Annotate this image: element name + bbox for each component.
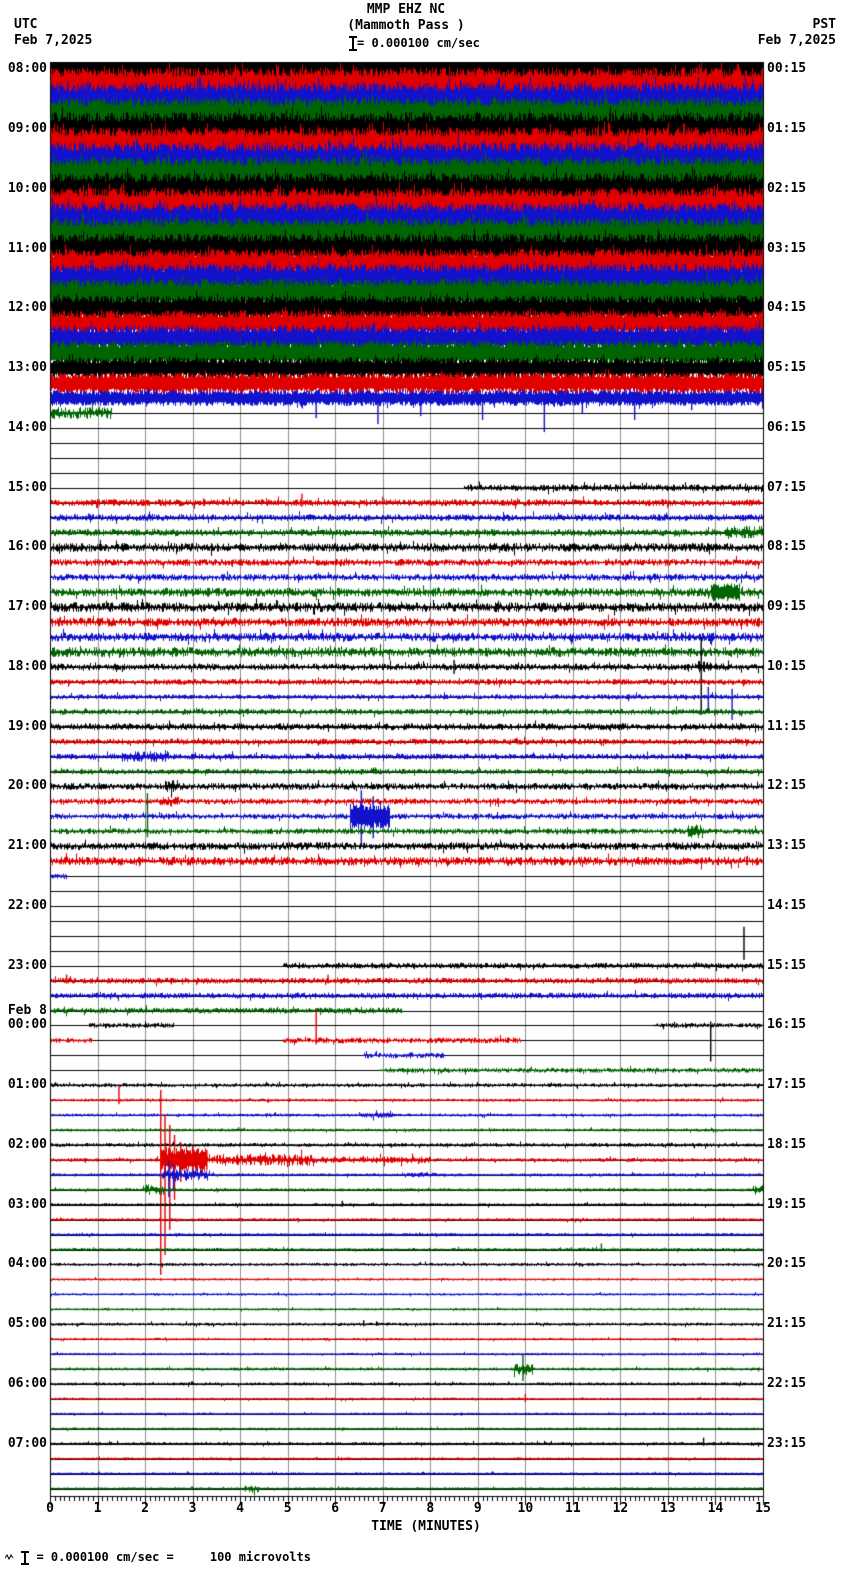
- pst-hour-label: 02:15: [767, 180, 807, 196]
- x-tick-label: 0: [46, 1501, 54, 1516]
- pst-hour-label: 18:15: [767, 1136, 807, 1152]
- page-subtitle: (Mammoth Pass ): [347, 18, 465, 33]
- footer-scale-bar-icon: [21, 1551, 29, 1565]
- scale-label: = 0.000100 cm/sec: [357, 36, 480, 50]
- x-tick-label: 9: [473, 1501, 482, 1516]
- pst-date: Feb 7,2025: [757, 33, 836, 48]
- utc-hour-label: 19:00: [7, 718, 47, 734]
- utc-hour-label: 03:00: [7, 1196, 47, 1212]
- pst-hour-label: 10:15: [767, 658, 807, 674]
- utc-hour-label: 00:00: [7, 1017, 47, 1033]
- utc-hour-label: 10:00: [7, 180, 47, 196]
- utc-hour-label: 16:00: [7, 539, 47, 555]
- pst-hour-label: 21:15: [767, 1316, 807, 1332]
- pst-hour-label: 11:15: [767, 718, 807, 734]
- utc-hour-label: 11:00: [7, 240, 47, 256]
- pst-hour-label: 17:15: [767, 1077, 807, 1093]
- amplitude-scale: [349, 36, 480, 51]
- utc-hour-label: 06:00: [7, 1375, 47, 1391]
- footer-scale-note: [5, 1550, 311, 1565]
- utc-hour-label: 15:00: [7, 479, 47, 495]
- utc-hour-label: 09:00: [7, 121, 47, 137]
- scale-bar-icon: [349, 36, 357, 51]
- utc-hour-label: 17:00: [7, 599, 47, 615]
- pst-hour-label: 22:15: [767, 1375, 807, 1391]
- utc-hour-label: 01:00: [7, 1077, 47, 1093]
- x-axis-title: TIME (MINUTES): [371, 1519, 481, 1534]
- utc-label: UTC: [14, 17, 38, 32]
- x-tick-label: 4: [236, 1501, 245, 1516]
- utc-hour-label: 22:00: [7, 897, 47, 913]
- pst-hour-label: 15:15: [767, 957, 807, 973]
- utc-hour-label: 08:00: [7, 61, 47, 77]
- utc-hour-label: 12:00: [7, 300, 47, 316]
- pst-hour-label: 04:15: [767, 300, 807, 316]
- pst-hour-label: 03:15: [767, 240, 807, 256]
- x-tick-label: 6: [331, 1501, 340, 1516]
- utc-hour-label: 23:00: [7, 957, 47, 973]
- utc-hour-label: 18:00: [7, 658, 47, 674]
- x-tick-label: 7: [378, 1501, 387, 1516]
- page-title: MMP EHZ NC: [366, 2, 446, 17]
- utc-hour-label: 21:00: [7, 838, 47, 854]
- x-tick-label: 3: [188, 1501, 197, 1516]
- utc-hour-label: 04:00: [7, 1256, 47, 1272]
- pst-hour-label: 20:15: [767, 1256, 807, 1272]
- pst-hour-label: 13:15: [767, 838, 807, 854]
- pst-hour-label: 08:15: [767, 539, 807, 555]
- pst-hour-label: 12:15: [767, 778, 807, 794]
- x-tick-label: 14: [707, 1501, 724, 1516]
- x-tick-label: 11: [565, 1501, 581, 1516]
- pst-hour-label: 01:15: [767, 121, 807, 137]
- utc-hour-label: 07:00: [7, 1435, 47, 1451]
- utc-hour-label: 20:00: [7, 778, 47, 794]
- pst-hour-label: 19:15: [767, 1196, 807, 1212]
- x-tick-label: 2: [141, 1501, 149, 1516]
- pst-hour-label: 16:15: [767, 1017, 807, 1033]
- utc-date-label: Feb 8: [7, 1003, 47, 1019]
- footer-wiggle-icon: [5, 1553, 14, 1561]
- pst-hour-label: 07:15: [767, 479, 807, 495]
- utc-hour-label: 02:00: [7, 1136, 47, 1152]
- pst-hour-label: 00:15: [767, 61, 807, 77]
- x-tick-label: 8: [426, 1501, 435, 1516]
- utc-hour-label: 05:00: [7, 1316, 47, 1332]
- pst-hour-label: 23:15: [767, 1435, 807, 1451]
- footer-scale-text: = 0.000100 cm/sec = 100 microvolts: [36, 1550, 312, 1564]
- pst-hour-label: 05:15: [767, 360, 807, 376]
- pst-hour-label: 09:15: [767, 599, 807, 615]
- x-tick-label: 10: [517, 1501, 534, 1516]
- x-tick-label: 12: [612, 1501, 629, 1516]
- pst-label: PST: [812, 17, 836, 32]
- x-tick-label: 5: [283, 1501, 292, 1516]
- utc-hour-label: 13:00: [7, 360, 47, 376]
- utc-hour-label: 14:00: [7, 419, 47, 435]
- x-tick-label: 1: [93, 1501, 102, 1516]
- pst-hour-label: 14:15: [767, 897, 807, 913]
- pst-hour-label: 06:15: [767, 419, 807, 435]
- x-tick-label: 13: [660, 1501, 676, 1516]
- x-tick-label: 15: [755, 1501, 771, 1516]
- utc-date: Feb 7,2025: [14, 33, 93, 48]
